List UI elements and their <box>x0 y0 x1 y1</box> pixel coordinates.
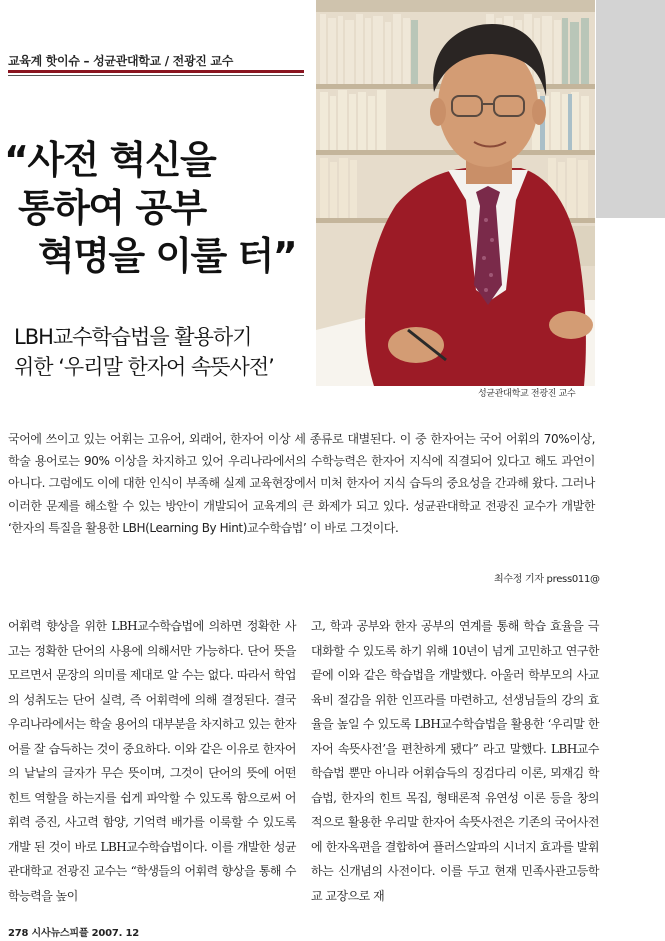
headline-line-2: 통하여 공부 <box>18 186 206 230</box>
byline: 최수정 기자 press011@ <box>494 574 600 585</box>
section-label: 교육계 핫이슈 – 성균관대학교 / 전광진 교수 <box>8 54 234 68</box>
page-footer: 278 시사뉴스피플 2007. 12 <box>8 928 140 939</box>
subhead-line-2: 위한 ‘우리말 한자어 속뜻사전’ <box>14 355 274 379</box>
professor-photo <box>316 0 595 386</box>
lead-paragraph: 국어에 쓰이고 있는 어휘는 고유어, 외래어, 한자어 이상 세 종류로 대별된다. 이 중 한자어는 국어 어휘의 70%이상, 학술 용어로는 90% 이상을 차지하고 있어 우리나라에서의 수학능력은 한자어 지식에 직결되어 있다고 해도 과언이 아니다. 그럼에도 이에 대한 인식이 부족해 실제 교육현장에서 미처 한자어 지식 습득의 중요성을 간과해 왔다. 그러나 이러한 문제를 해소할 수 있는 방안이 개발되어 교육계의 큰 화제가 되고 있다. 성균관대학교 전광진 교수가 개발한 ‘한자의 특질을 활용한 LBH(Learning By Hint)교수학습법’ 이 바로 그것이다. <box>8 432 595 535</box>
header-rule-thin <box>8 75 304 76</box>
headline-line-3: 혁명을 이룰 터” <box>38 234 297 278</box>
body-column-1: 어휘력 향상을 위한 LBH교수학습법에 의하면 정확한 사고는 정확한 단어의 사용에 의해서만 가능하다. 단어 뜻을 모르면서 문장의 의미를 제대로 알 수는 없다. 따라서 학업의 성취도는 단어 실력, 즉 어휘력에 의해 결정된다. 결국 우리나라에서는 학술 용어의 대부분을 차지하고 있는 한자어를 잘 습득하는 것이 중요하다. 이와 같은 이유로 한자어의 낱낱의 글자가 무슨 뜻이며, 그것이 단어의 뜻에 어떤 힌트 역할을 하는지를 쉽게 파악할 수 있도록 함으로써 어휘력 증진, 사고력 함양, 기억력 배가를 이룩할 수 있도록 개발 된 것이 바로 LBH교수학습법이다. 이를 개발한 성균관대학교 전광진 교수는 “학생들의 어휘력 향상을 통해 수학능력을 높이 <box>8 619 296 903</box>
subhead <box>14 322 314 382</box>
header-rule <box>8 70 304 73</box>
headline <box>4 136 316 280</box>
headline-line-1: “사전 혁신을 <box>4 138 216 182</box>
photo-caption: 성균관대학교 전광진 교수 <box>478 389 576 399</box>
body-column-2: 고, 학과 공부와 한자 공부의 연계를 통해 학습 효율을 극대화할 수 있도록 하기 위해 10년이 넘게 고민하고 연구한 끝에 이와 같은 학습법을 개발했다. 아울러 학부모의 사교육비 절감을 위한 인프라를 마련하고, 선생님들의 강의 효율을 높일 수 있도록 LBH교수학습법을 활용한 ‘우리말 한자어 속뜻사전’을 편찬하게 됐다” 라고 말했다. LBH교수학습법 뿐만 아니라 어휘습득의 징검다리 이론, 뫼재김 학습법, 한자의 힌트 목집, 형태론적 유연성 이론 등을 창의적으로 활용한 우리말 한자어 속뜻사전은 기존의 국어사전에 한자옥편을 결합하여 플러스알파의 시너지 효과를 발휘하는 신개념의 사전이다. 이를 두고 현재 민족사관고등학교 교장으로 재 <box>311 619 599 903</box>
subhead-line-1: LBH교수학습법을 활용하기 <box>14 325 252 349</box>
page-edge-tab <box>596 0 665 218</box>
